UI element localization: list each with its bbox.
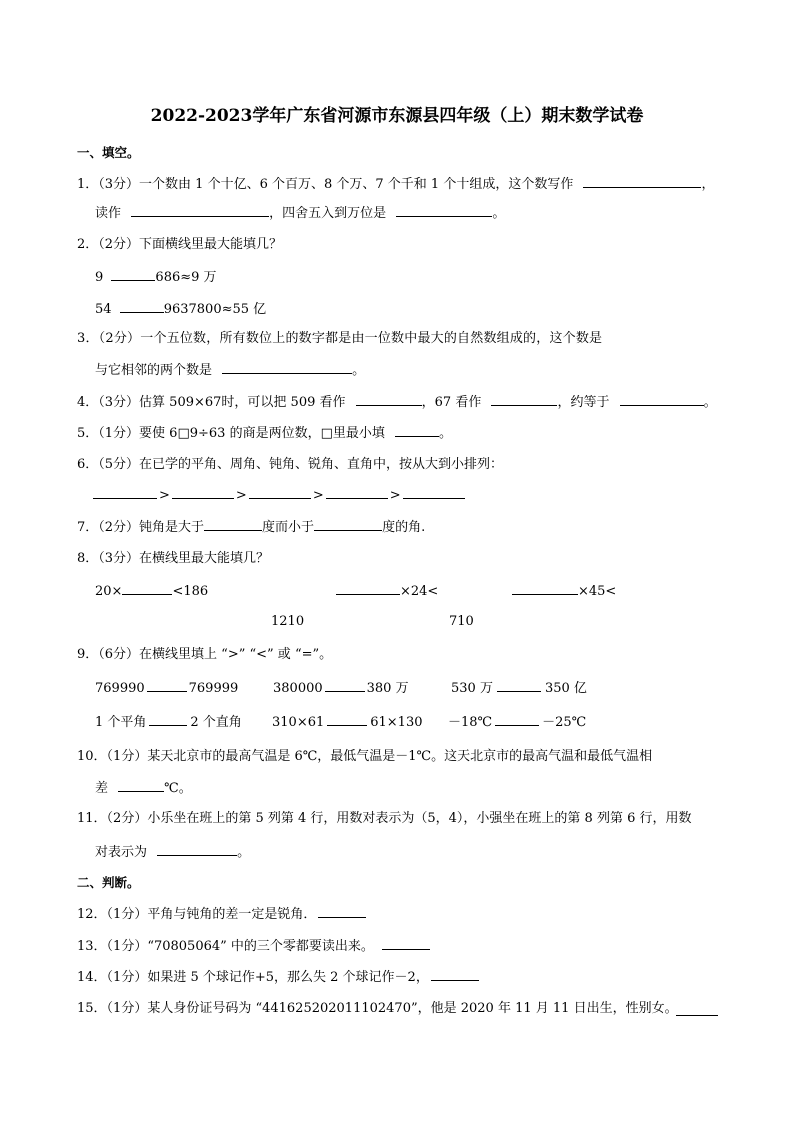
answer-blank[interactable] — [314, 518, 382, 531]
question-1-text: 1．（3分）一个数由 1 个十亿、6 个百万、8 个万、7 个千和 1 个十组成，这个数写作 — [77, 177, 574, 192]
question-6: 6．（5分）在已学的平角、周角、钝角、锐角、直角中，按从大到小排列： — [77, 457, 504, 472]
answer-blank[interactable] — [491, 393, 557, 406]
answer-blank[interactable] — [326, 486, 388, 499]
answer-blank[interactable] — [204, 518, 262, 531]
question-11: 11．（2分）小乐坐在班上的第 5 列第 4 行，用数对表示为（5，4），小强坐在班上的第 8 列第 6 行，用数 — [77, 811, 692, 826]
greater-than-sign: > — [389, 488, 401, 503]
exam-title: 2022-2023学年广东省河源市东源县四年级（上）期末数学试卷 — [150, 106, 644, 126]
answer-blank[interactable] — [356, 393, 422, 406]
question-8-number-1210: 1210 — [271, 614, 305, 629]
question-10-line2: 差 ℃。 — [95, 781, 192, 796]
question-2-item1: 9 686≈9 万 — [95, 270, 217, 285]
question-4: 4．（3分）估算 509×67时，可以把 509 看作 ，67 看作 ，约等于 。 — [77, 395, 717, 410]
question-1-line2: 读作 ，四舍五入到万位是 。 — [95, 206, 506, 221]
question-15: 15．（1分）某人身份证号码为 “441625202011102470”，他是 2020 年 11 月 11 日出生，性别女。 — [77, 1001, 678, 1016]
question-12: 12．（1分）平角与钝角的差一定是锐角． — [77, 905, 366, 924]
question-11-line2: 对表示为 。 — [95, 845, 251, 860]
answer-blank[interactable] — [93, 486, 157, 499]
question-3-line2: 与它相邻的两个数是 。 — [95, 363, 366, 378]
answer-blank[interactable] — [327, 713, 367, 726]
question-8-expr1: 20× <186 — [95, 584, 209, 599]
question-8: 8．（3分）在横线里最大能填几？ — [77, 551, 270, 566]
question-8-number-710: 710 — [449, 614, 474, 629]
question-2: 2．（2分）下面横线里最大能填几？ — [77, 237, 283, 252]
question-3: 3．（2分）一个五位数，所有数位上的数字都是由一位数中最大的自然数组成的，这个数是 — [77, 331, 603, 346]
answer-blank[interactable] — [118, 779, 164, 792]
question-7: 7．（2分）钝角是大于 度而小于 度的角. — [77, 520, 426, 535]
answer-blank[interactable] — [111, 268, 155, 281]
question-2-item2: 54 9637800≈55 亿 — [95, 302, 267, 317]
question-8-expr3: ×45< — [512, 582, 616, 601]
answer-blank[interactable] — [336, 582, 400, 595]
question-9: 9．（6分）在横线里填上 “>” “<” 或 “=”。 — [77, 647, 333, 662]
answer-blank[interactable] — [172, 486, 234, 499]
answer-blank[interactable] — [149, 713, 187, 726]
answer-blank[interactable] — [382, 937, 430, 950]
answer-blank[interactable] — [147, 679, 187, 692]
answer-blank[interactable] — [325, 679, 365, 692]
greater-than-sign: > — [159, 488, 170, 503]
answer-blank[interactable] — [122, 582, 172, 595]
answer-blank[interactable] — [396, 204, 492, 217]
answer-blank[interactable] — [583, 175, 701, 188]
answer-blank[interactable] — [431, 968, 479, 981]
question-8-expr2: ×24< — [336, 582, 438, 601]
section-heading-fill: 一、填空。 — [77, 145, 140, 160]
answer-blank[interactable] — [403, 486, 465, 499]
question-6-blanks — [93, 486, 465, 505]
answer-blank[interactable] — [249, 486, 311, 499]
answer-blank[interactable] — [495, 713, 539, 726]
section-heading-judge: 二、判断。 — [77, 875, 140, 890]
answer-blank[interactable] — [318, 905, 366, 918]
answer-blank[interactable] — [512, 582, 578, 595]
question-9-r2c3: －18℃ －25℃ — [448, 715, 587, 730]
question-9-r2c2: 310×61 61×130 — [272, 715, 423, 730]
greater-than-sign: > — [312, 488, 324, 503]
answer-blank[interactable] — [395, 424, 439, 437]
answer-blank[interactable] — [131, 204, 269, 217]
answer-blank[interactable] — [222, 361, 352, 374]
question-9-r1c3: 530 万 350 亿 — [451, 681, 587, 696]
question-5: 5．（1分）要使 6□9÷63 的商是两位数，□里最小填 。 — [77, 426, 453, 441]
answer-blank[interactable] — [620, 393, 704, 406]
question-10: 10．（1分）某天北京市的最高气温是 6℃，最低气温是－1℃。这天北京市的最高气温和最低气温相 — [77, 749, 653, 764]
answer-blank[interactable] — [157, 843, 237, 856]
question-9-r1c1: 769990 769999 — [95, 681, 239, 696]
answer-blank[interactable] — [676, 1003, 718, 1016]
question-9-r2c1: 1 个平角 2 个直角 — [95, 715, 242, 730]
answer-blank[interactable] — [120, 300, 164, 313]
answer-blank[interactable] — [497, 679, 541, 692]
question-1: 1．（3分）一个数由 1 个十亿、6 个百万、8 个万、7 个千和 1 个十组成，这个数写作 ， — [77, 177, 715, 192]
question-13: 13．（1分）“70805064” 中的三个零都要读出来。 — [77, 937, 430, 956]
question-9-r1c2: 380000 380 万 — [273, 681, 409, 696]
question-14: 14．（1分）如果进 5 个球记作+5，那么失 2 个球记作－2， — [77, 968, 479, 987]
greater-than-sign: > — [235, 488, 247, 503]
